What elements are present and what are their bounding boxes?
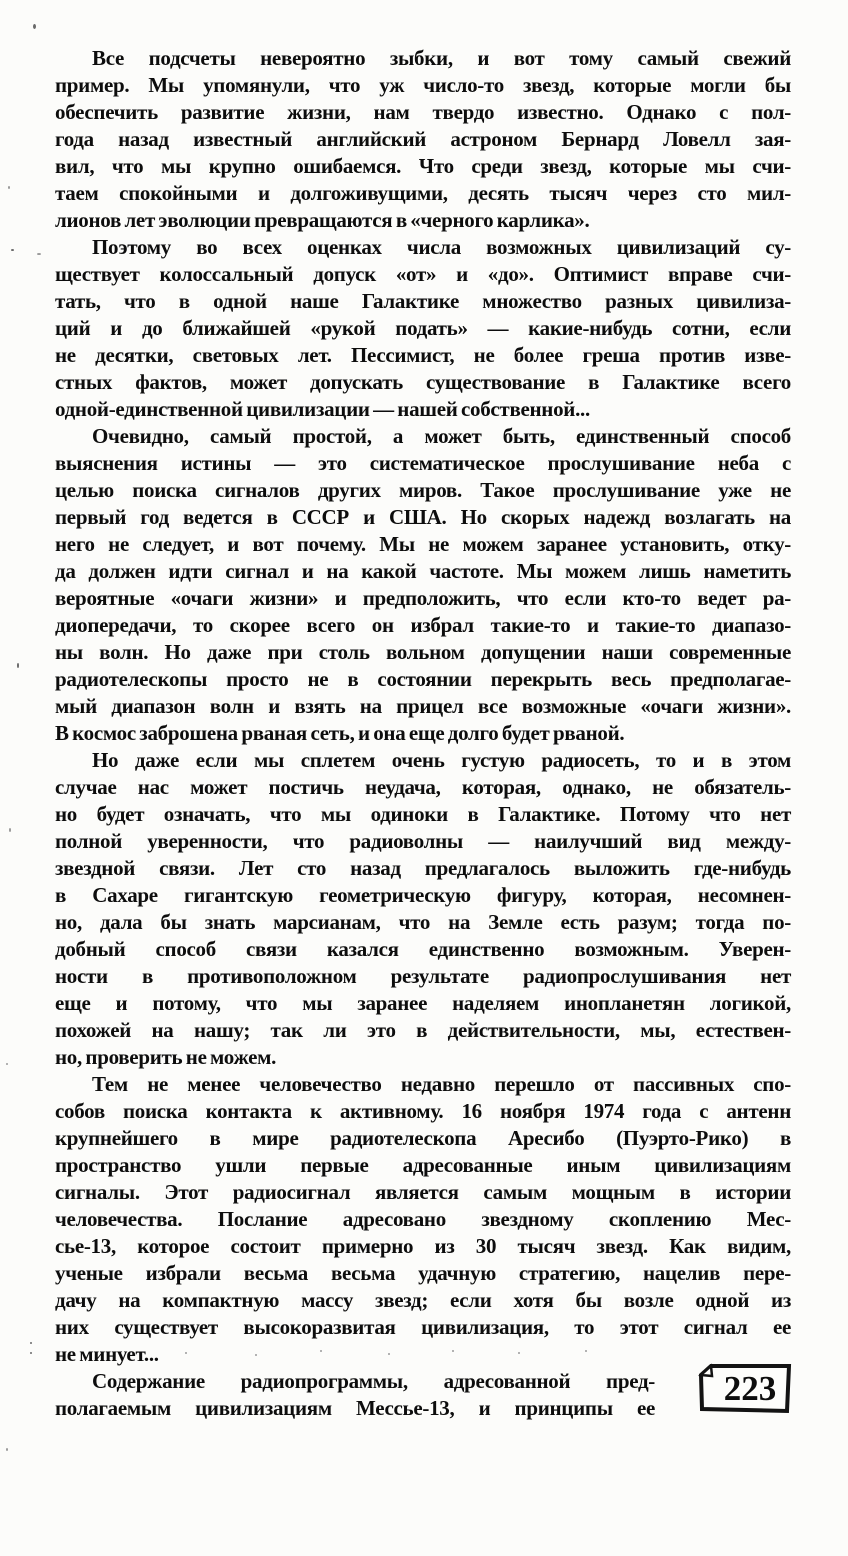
- text-line: собов поиска контакта к активному. 16 ноября 1974 года с антенн: [55, 1099, 791, 1123]
- text-line: Очевидно, самый простой, а может быть, единственный способ: [92, 424, 791, 448]
- scan-speck: [8, 186, 10, 189]
- scan-speck: [255, 1354, 257, 1356]
- text-line: одной-единственной цивилизации — нашей собственной...: [55, 397, 590, 421]
- text-line: ществует колоссальный допуск «от» и «до». Оптимист вправе счи-: [55, 262, 791, 286]
- text-line: тать, что в одной наше Галактике множество разных цивилиза-: [55, 289, 791, 313]
- text-line: Все подсчеты невероятно зыбки, и вот тому самый свежий: [92, 46, 791, 70]
- text-line: сигналы. Этот радиосигнал является самым мощным в истории: [55, 1180, 791, 1204]
- scan-speck: [320, 1350, 322, 1352]
- text-line: сье-13, которое состоит примерно из 30 тысяч звезд. Как видим,: [55, 1234, 791, 1258]
- scan-speck: [6, 1063, 8, 1065]
- scan-speck: [9, 828, 11, 832]
- text-line: человечества. Послание адресовано звездному скоплению Мес-: [55, 1207, 791, 1231]
- text-line: Но даже если мы сплетем очень густую радиосеть, то и в этом: [92, 748, 791, 772]
- scan-speck: [185, 1352, 187, 1354]
- scan-speck: [518, 1352, 520, 1354]
- text-line: ны волн. Но даже при столь вольном допущении наши современные: [55, 640, 791, 664]
- scan-speck: [17, 663, 19, 668]
- text-block: [55, 45, 791, 1368]
- text-line: добный способ связи казался единственно возможным. Уверен-: [55, 937, 791, 961]
- text-line: вил, что мы крупно ошибаемся. Что среди звезд, которые мы счи-: [55, 154, 791, 178]
- text-line: стных фактов, может допускать существование в Галактике всего: [55, 370, 791, 394]
- text-line: радиотелескопы просто не в состоянии перекрыть весь предполагае-: [55, 667, 791, 691]
- footer-text: [55, 1368, 655, 1422]
- scan-speck: [11, 249, 14, 251]
- text-line: выяснения истины — это систематическое прослушивание неба с: [55, 451, 791, 475]
- scan-speck: [30, 1352, 32, 1354]
- text-line: но, проверить не можем.: [55, 1045, 277, 1069]
- text-line: целью поиска сигналов других миров. Такое прослушивание уже не: [55, 478, 791, 502]
- text-line: лионов лет эволюции превращаются в «черного карлика».: [55, 208, 590, 232]
- paragraph: [55, 747, 791, 1071]
- text-line: в Сахаре гигантскую геометрическую фигуру, которая, несомнен-: [55, 883, 791, 907]
- text-line: дачу на компактную массу звезд; если хотя бы возле одной из: [55, 1288, 791, 1312]
- scan-speck: [388, 1353, 390, 1355]
- footer-row: [55, 1368, 791, 1422]
- text-line: Содержание радиопрограммы, адресованной пред-: [92, 1369, 655, 1393]
- scan-speck: [6, 1448, 8, 1451]
- text-line: первый год ведется в СССР и США. Но скорых надежд возлагать на: [55, 505, 791, 529]
- text-line: ности в противоположном результате радиопрослушивания нет: [55, 964, 791, 988]
- text-line: крупнейшего в мире радиотелескопа Аресибо (Пуэрто-Рико) в: [55, 1126, 791, 1150]
- paragraph: [55, 1368, 655, 1422]
- text-line: похожей на нашу; так ли это в действительности, мы, естествен-: [55, 1018, 791, 1042]
- page-number-frame: [698, 1358, 792, 1414]
- text-line: ций и до ближайшей «рукой подать» — какие-нибудь сотни, если: [55, 316, 791, 340]
- page-number: 223: [723, 1369, 777, 1408]
- scan-speck: [30, 1342, 32, 1344]
- paragraph: [55, 423, 791, 747]
- text-line: полагаемым цивилизациям Мессье-13, и принципы ее: [55, 1396, 655, 1420]
- text-line: обеспечить развитие жизни, нам твердо известно. Однако с пол-: [55, 100, 791, 124]
- paragraph: [55, 234, 791, 423]
- text-line: случае нас может постичь неудача, которая, однако, не обязатель-: [55, 775, 791, 799]
- scan-speck: [452, 1350, 454, 1352]
- text-line: пример. Мы упомянули, что уж число-то звезд, которые могли бы: [55, 73, 791, 97]
- scan-speck: [37, 253, 41, 255]
- text-line: диопередачи, то скорее всего он избрал такие-то и такие-то диапазо-: [55, 613, 791, 637]
- text-line: вероятные «очаги жизни» и предположить, что если кто-то ведет ра-: [55, 586, 791, 610]
- text-line: полной уверенности, что радиоволны — наилучший вид между-: [55, 829, 791, 853]
- text-line: таем спокойными и долгоживущими, десять тысяч через сто мил-: [55, 181, 791, 205]
- text-line: мый диапазон волн и взять на прицел все возможные «очаги жизни».: [55, 694, 791, 718]
- scan-speck: [585, 1350, 587, 1352]
- scan-speck: [33, 24, 36, 29]
- text-line: еще и потому, что мы заранее наделяем инопланетян логикой,: [55, 991, 791, 1015]
- text-line: но, дала бы знать марсианам, что на Земле есть разум; тогда по-: [55, 910, 791, 934]
- text-line: но будет означать, что мы одиноки в Галактике. Потому что нет: [55, 802, 791, 826]
- text-line: года назад известный английский астроном Бернард Ловелл зая-: [55, 127, 791, 151]
- text-line: них существует высокоразвитая цивилизация, то этот сигнал ее: [55, 1315, 791, 1339]
- text-line: ученые избрали весьма весьма удачную стратегию, нацелив пере-: [55, 1261, 791, 1285]
- text-line: него не следует, и вот почему. Мы не можем заранее установить, отку-: [55, 532, 791, 556]
- text-line: не десятки, световых лет. Пессимист, не более греша против изве-: [55, 343, 791, 367]
- text-line: звездной связи. Лет сто назад предлагалось выложить где-нибудь: [55, 856, 791, 880]
- text-line: Поэтому во всех оценках числа возможных цивилизаций су-: [92, 235, 791, 259]
- text-line: В космос заброшена рваная сеть, и она еще долго будет рваной.: [55, 721, 625, 745]
- paragraph: [55, 45, 791, 234]
- page-number-badge: [698, 1358, 792, 1414]
- text-line: не минует...: [55, 1342, 159, 1366]
- paragraph: [55, 1071, 791, 1368]
- text-line: да должен идти сигнал и на какой частоте. Мы можем лишь наметить: [55, 559, 791, 583]
- text-line: пространство ушли первые адресованные иным цивилизациям: [55, 1153, 791, 1177]
- text-line: Тем не менее человечество недавно перешло от пассивных спо-: [92, 1072, 791, 1096]
